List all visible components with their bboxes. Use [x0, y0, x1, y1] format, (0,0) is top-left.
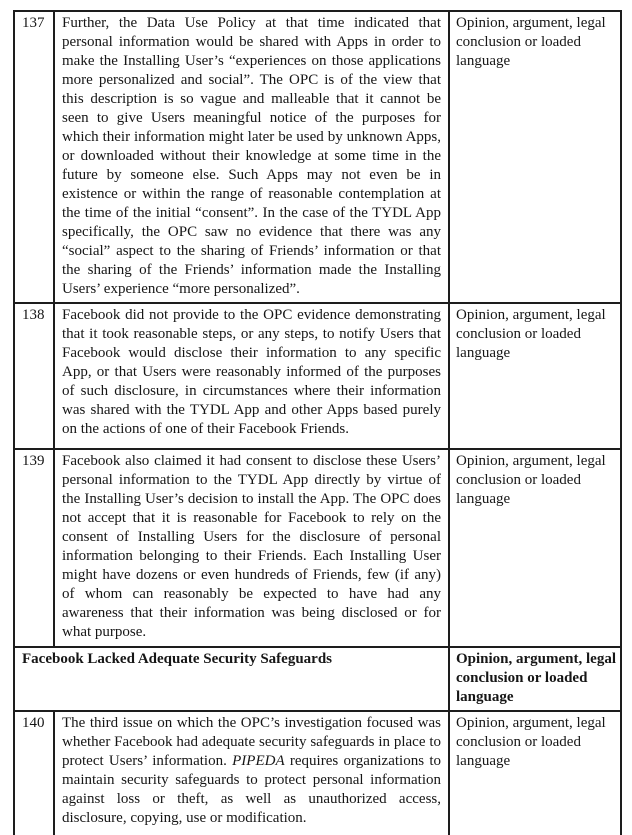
paragraph-text: Facebook did not provide to the OPC evidence demonstrating that it took reasonable steps, or any steps, to notify Users that Facebook would disclose their information to any specific App, or that Users were reasonably informed of the purposes of such disclosure, in circumstances where their information was shared with the TYDL App and other Apps based purely on the actions of one of their Facebook Friends.	[54, 303, 449, 449]
paragraph-text-segment: requires organizations to maintain security safeguards to protect personal information against loss or theft, as well as unauthorized access, disclosure, copying, use or modification.	[62, 753, 441, 826]
paragraph-text: Facebook also claimed it had consent to disclose these Users’ personal information to the TYDL App directly by virtue of the Installing User’s decision to install the App. The OPC does not accept that it is reasonable for Facebook to rely on the consent of Installing Users for the disclosure of personal information belonging to their Friends. Each Installing User might have dozens or even hundreds of Friends, few (if any) of whom can reasonably be expected to have had any awareness that their information was being disclosed or for what purpose.	[54, 449, 449, 647]
table-row	[14, 11, 621, 303]
annotation-label: Opinion, argument, legal conclusion or loaded language	[449, 711, 621, 835]
statute-name: PIPEDA	[232, 753, 285, 769]
paragraph-text: Further, the Data Use Policy at that time indicated that personal information would be shared with Apps in order to make the Installing User’s “experiences on those applications more personalized and social”. The OPC is of the view that this description is so vague and malleable that it cannot be seen to give Users meaningful notice of the purposes for which their information might later be used by unknown Apps, or downloaded without their knowledge at some time in the future by someone else. Such Apps may not even be in existence or within the range of reasonable contemplation at the time of the initial “consent”. In the case of the TYDL App specifically, the OPC saw no evidence that there was any “social” aspect to the sharing of Friends’ information or that the sharing of the Friends’ information made the Installing Users’ experience “more personalized”.	[54, 11, 449, 303]
annotation-table	[13, 10, 622, 835]
paragraph-text-segment: The third issue on which the OPC’s investigation focused was whether Facebook had adequate security safeguards in place to protect Users’ information.	[62, 715, 441, 769]
paragraph-number: 139	[14, 449, 54, 647]
paragraph-number: 140	[14, 711, 54, 835]
annotation-label: Opinion, argument, legal conclusion or loaded language	[449, 449, 621, 647]
table-row	[14, 303, 621, 449]
annotation-label: Opinion, argument, legal conclusion or loaded language	[449, 647, 621, 711]
table-row	[14, 449, 621, 647]
paragraph-text	[54, 711, 449, 835]
paragraph-number: 137	[14, 11, 54, 303]
table-row	[14, 711, 621, 835]
section-header-row	[14, 647, 621, 711]
annotation-label: Opinion, argument, legal conclusion or loaded language	[449, 303, 621, 449]
annotation-label: Opinion, argument, legal conclusion or loaded language	[449, 11, 621, 303]
section-header-title: Facebook Lacked Adequate Security Safeguards	[14, 647, 449, 711]
paragraph-number: 138	[14, 303, 54, 449]
